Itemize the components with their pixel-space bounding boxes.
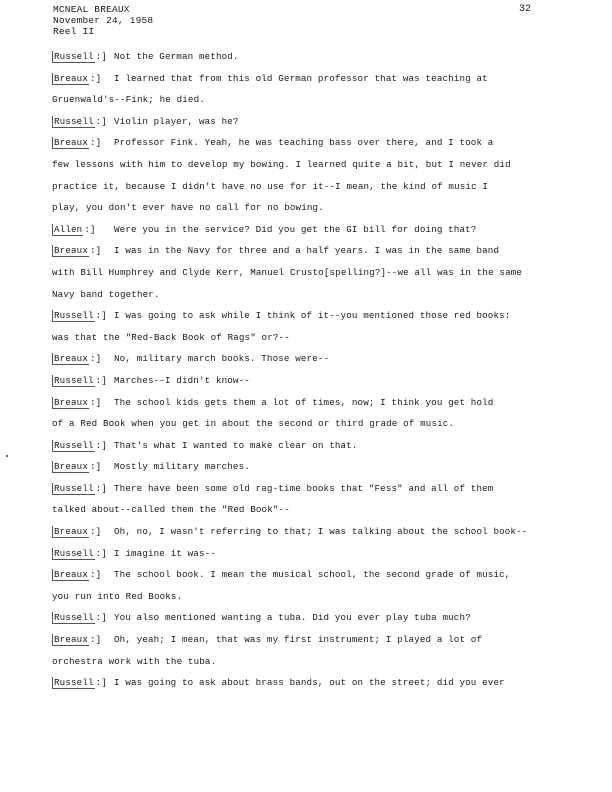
transcript-entry — [52, 68, 552, 111]
speaker-label — [52, 370, 114, 392]
entry-continuation-line — [52, 154, 552, 176]
speaker-label — [52, 348, 114, 370]
speaker-name: Russell — [54, 612, 94, 624]
speech-text: practice it, because I didn't have no use for it--I mean, the kind of music I — [52, 180, 489, 192]
transcript-entry — [52, 348, 552, 370]
speech-text: Oh, yeah; I mean, that was my first instrument; I played a lot of — [114, 634, 483, 646]
speech-text: You also mentioned wanting a tuba. Did you ever play tuba much? — [114, 612, 471, 624]
entry-first-line — [52, 392, 552, 414]
speaker-bracket: :] — [95, 439, 107, 451]
transcript-entry — [52, 672, 552, 694]
entry-first-line — [52, 111, 552, 133]
speaker-name: Breaux — [54, 634, 88, 646]
speaker-label — [52, 111, 114, 133]
document-header — [53, 4, 153, 37]
entry-first-line — [52, 370, 552, 392]
speech-text: talked about--called them the "Red Book"-- — [52, 504, 290, 516]
entry-first-line — [52, 240, 552, 262]
header-interviewee-name: MCNEAL BREAUX — [53, 4, 130, 15]
speaker-label — [52, 607, 114, 629]
speaker-name: Breaux — [54, 245, 88, 257]
entry-continuation-line — [52, 327, 552, 349]
speech-text: Professor Fink. Yeah, he was teaching bass over there, and I took a — [114, 137, 494, 149]
speaker-bracket: :] — [95, 677, 107, 689]
entry-first-line — [52, 68, 552, 90]
entry-continuation-line — [52, 197, 552, 219]
speech-text: with Bill Humphrey and Clyde Kerr, Manuel Crusto[spelling?]--we all was in the same — [52, 266, 523, 278]
entry-first-line — [52, 543, 552, 565]
speaker-name: Breaux — [54, 72, 88, 84]
speaker-name: Breaux — [54, 526, 88, 538]
entry-first-line — [52, 348, 552, 370]
speaker-name: Allen — [54, 223, 83, 235]
transcript-body — [52, 46, 552, 694]
transcript-entry — [52, 240, 552, 305]
speech-text: I was going to ask while I think of it--you mentioned those red books: — [114, 310, 511, 322]
speaker-bracket: :] — [95, 482, 107, 494]
speaker-bracket: :] — [84, 223, 96, 235]
entry-first-line — [52, 435, 552, 457]
speaker-name: Breaux — [54, 353, 88, 365]
speaker-bracket: :] — [89, 353, 102, 365]
speech-text: There have been some old rag-time books that "Fess" and all of them — [114, 482, 494, 494]
speaker-bracket: :] — [89, 526, 102, 538]
speech-text: The school book. I mean the musical school, the second grade of music, — [114, 569, 511, 581]
entry-continuation-line — [52, 284, 552, 306]
speaker-bracket: :] — [95, 51, 107, 62]
speech-text: I was in the Navy for three and a half years. I was in the same band — [114, 245, 500, 257]
speaker-name: Russell — [54, 51, 94, 62]
transcript-entry — [52, 219, 552, 241]
speaker-name: Russell — [54, 677, 94, 689]
speaker-label — [52, 132, 114, 154]
speech-text: The school kids gets them a lot of times, now; I think you get hold — [114, 396, 494, 408]
speaker-bracket: :] — [95, 310, 107, 322]
speech-text: Mostly military marches. — [114, 461, 250, 473]
speech-text: orchestra work with the tuba. — [52, 655, 217, 667]
speaker-label — [52, 672, 114, 694]
speaker-name: Russell — [54, 547, 94, 559]
speaker-bracket: :] — [89, 245, 102, 257]
entry-continuation-line — [52, 413, 552, 435]
speaker-name: Russell — [54, 482, 94, 494]
speaker-bracket: :] — [95, 612, 107, 624]
speaker-name: Breaux — [54, 137, 88, 149]
speech-text: you run into Red Books. — [52, 590, 183, 602]
speaker-bracket: :] — [95, 115, 107, 127]
speaker-bracket: :] — [89, 461, 102, 473]
entry-first-line — [52, 564, 552, 586]
speech-text: That's what I wanted to make clear on that. — [114, 439, 358, 451]
speaker-label — [52, 564, 114, 586]
transcript-entry — [52, 607, 552, 629]
entry-first-line — [52, 521, 552, 543]
speech-text: Not the German method. — [114, 51, 239, 62]
header-date: November 24, 1958 — [53, 15, 154, 26]
transcript-entry — [52, 435, 552, 457]
speaker-label — [52, 68, 114, 90]
entry-continuation-line — [52, 262, 552, 284]
speaker-label — [52, 305, 114, 327]
speech-text: Were you in the service? Did you get the GI bill for doing that? — [114, 223, 477, 235]
speaker-label — [52, 435, 114, 457]
speech-text: Violin player, was he? — [114, 115, 239, 127]
speaker-name: Russell — [54, 439, 94, 451]
speaker-name: Russell — [54, 115, 94, 127]
speaker-bracket: :] — [95, 374, 107, 386]
speech-text: play, you don't ever have no call for no bowing. — [52, 202, 324, 214]
entry-first-line — [52, 456, 552, 478]
speaker-bracket: :] — [89, 634, 102, 646]
speech-text: No, military march books. Those were-- — [114, 353, 330, 365]
speaker-label — [52, 219, 114, 241]
transcript-entry — [52, 370, 552, 392]
entry-first-line — [52, 305, 552, 327]
header-reel: Reel II — [53, 26, 95, 37]
entry-continuation-line — [52, 651, 552, 673]
entry-first-line — [52, 607, 552, 629]
entry-first-line — [52, 132, 552, 154]
transcript-entry — [52, 46, 552, 68]
transcript-entry — [52, 543, 552, 565]
scan-speck — [6, 455, 8, 457]
speaker-label — [52, 478, 114, 500]
speaker-bracket: :] — [89, 569, 102, 581]
transcript-entry — [52, 305, 552, 348]
speaker-label — [52, 629, 114, 651]
transcript-entry — [52, 392, 552, 435]
speaker-label — [52, 392, 114, 414]
entry-continuation-line — [52, 586, 552, 608]
speaker-bracket: :] — [89, 72, 102, 84]
speech-text: Oh, no, I wasn't referring to that; I was talking about the school book-- — [114, 526, 528, 538]
transcript-entry — [52, 478, 552, 521]
entry-first-line — [52, 46, 552, 68]
speech-text: I was going to ask about brass bands, out on the street; did you ever — [114, 677, 505, 689]
speaker-label — [52, 240, 114, 262]
speech-text: Marches--I didn't know-- — [114, 374, 250, 386]
entry-first-line — [52, 219, 552, 241]
speaker-name: Russell — [54, 374, 94, 386]
entry-continuation-line — [52, 499, 552, 521]
speaker-bracket: :] — [95, 547, 107, 559]
speaker-bracket: :] — [89, 137, 102, 149]
speaker-label — [52, 46, 114, 68]
entry-continuation-line — [52, 89, 552, 111]
speaker-label — [52, 521, 114, 543]
speech-text: of a Red Book when you get in about the second or third grade of music. — [52, 418, 455, 430]
speech-text: Navy band together. — [52, 288, 160, 300]
speaker-label — [52, 543, 114, 565]
speaker-bracket: :] — [89, 396, 102, 408]
speaker-name: Russell — [54, 310, 94, 322]
transcript-entry — [52, 564, 552, 607]
speech-text: I learned that from this old German professor that was teaching at — [114, 72, 488, 84]
transcript-entry — [52, 629, 552, 672]
transcript-entry — [52, 521, 552, 543]
entry-first-line — [52, 629, 552, 651]
speech-text: Gruenwald's--Fink; he died. — [52, 94, 205, 106]
entry-first-line — [52, 478, 552, 500]
speech-text: was that the "Red-Back Book of Rags" or?-- — [52, 331, 290, 343]
transcript-entry — [52, 132, 552, 218]
page-number: 32 — [519, 4, 532, 15]
speech-text: I imagine it was-- — [114, 547, 216, 559]
speaker-name: Breaux — [54, 461, 88, 473]
speaker-name: Breaux — [54, 569, 88, 581]
entry-first-line — [52, 672, 552, 694]
speaker-name: Breaux — [54, 396, 88, 408]
speech-text: few lessons with him to develop my bowing. I learned quite a bit, but I never did — [52, 158, 511, 170]
speaker-label — [52, 456, 114, 478]
entry-continuation-line — [52, 176, 552, 198]
transcript-entry — [52, 111, 552, 133]
transcript-entry — [52, 456, 552, 478]
